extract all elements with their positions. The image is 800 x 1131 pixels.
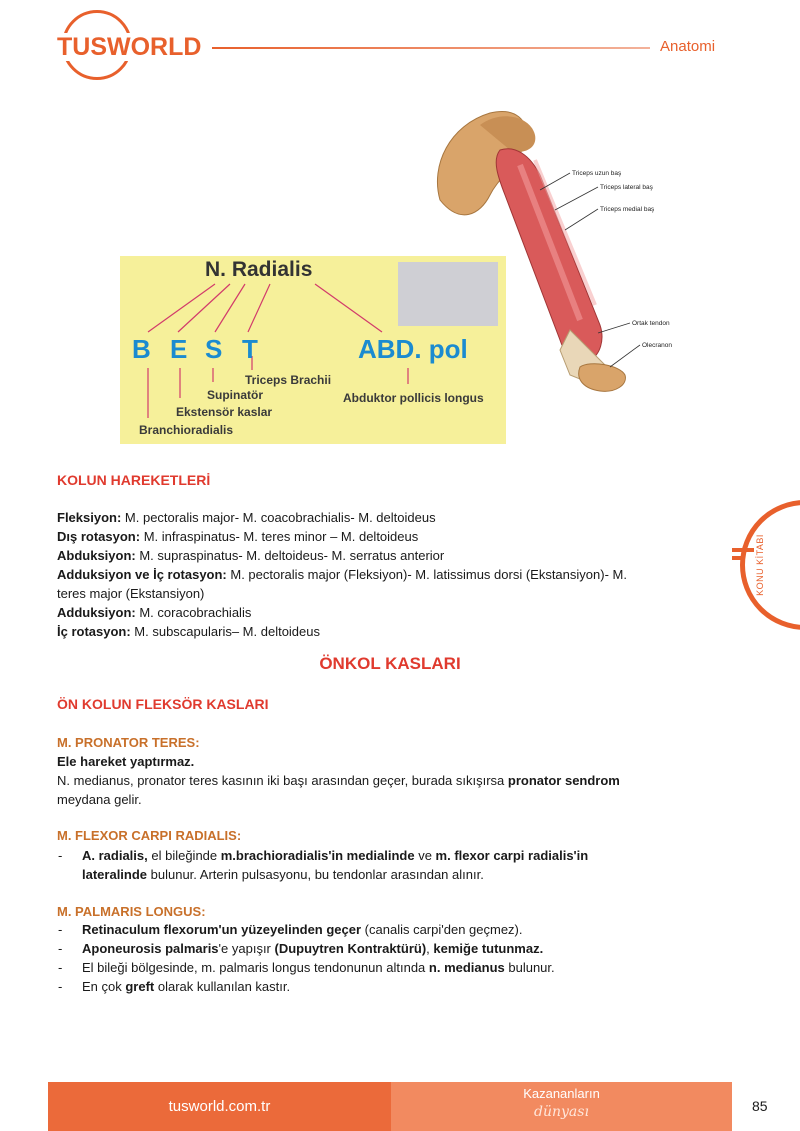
kolun-row: İç rotasyon: M. subscapularis– M. deltoideus — [57, 624, 320, 639]
mnemonic-item: Triceps Brachii — [245, 373, 332, 387]
arm-label: Ortak tendon — [632, 320, 670, 327]
kolun-row: Dış rotasyon: M. infraspinatus- M. teres minor – M. deltoideus — [57, 529, 419, 544]
palmaris-heading: M. PALMARIS LONGUS: — [57, 904, 206, 919]
palmaris-list: - Retinaculum flexorum'un yüzeyelinden geçer (canalis carpi'den geçmez). - Aponeurosis palmaris'e yapışır (Dupuytren Kontraktürü), kemiğe tutunmaz. - El bileği bölgesinde, m. palmaris longus tendonunun altında n. medianus bulunur. - En çok greft olarak kullanılan kastır. — [58, 922, 555, 994]
arm-label: Triceps medial baş — [600, 206, 655, 213]
fcr-text: - A. radialis, el bileğinde m.brachioradialis'in medialinde ve m. flexor carpi radialis'in lateralinde bulunur. Arterin pulsasyonu, bu tendonlar arasından alınır. — [58, 848, 589, 882]
mnemonic-item: Branchioradialis — [139, 423, 234, 437]
logo: TUSWORLD — [57, 33, 202, 61]
arm-label: Olecranon — [642, 342, 672, 349]
kolun-row: Fleksiyon: M. pectoralis major- M. coacobrachialis- M. deltoideus — [57, 510, 436, 525]
mnemonic-item: Abduktor pollicis longus — [343, 391, 484, 405]
mnemonic-abd: ABD. pol — [358, 334, 468, 364]
pronator-text: Ele hareket yaptırmaz. N. medianus, pronator teres kasının iki başı arasından geçer, burada sıkışırsa pronator sendrom meydana gelir. — [57, 754, 620, 807]
mnemonic-letter: B — [132, 334, 151, 364]
mnemonic-item: Supinatör — [207, 388, 263, 402]
header-divider — [212, 47, 650, 49]
mnemonic-letter: T — [242, 334, 258, 364]
arm-label: Triceps uzun baş — [572, 170, 622, 177]
kolun-heading: KOLUN HAREKETLERİ — [57, 472, 211, 488]
kolun-row: Abduksiyon: M. supraspinatus- M. deltoideus- M. serratus anterior — [57, 548, 445, 563]
fcr-heading: M. FLEXOR CARPI RADIALIS: — [57, 828, 242, 843]
pronator-heading: M. PRONATOR TERES: — [57, 735, 200, 750]
mnemonic-letter: E — [170, 334, 188, 364]
kolun-row: teres major (Ekstansiyon) — [57, 586, 205, 601]
kolun-row: Adduksiyon: M. coracobrachialis — [57, 605, 252, 620]
side-tab-label: KONU KİTABI — [755, 534, 765, 596]
footer-slogan-script: dünyası — [534, 1104, 589, 1120]
page-number: 85 — [752, 1098, 768, 1114]
kolun-row: Adduksiyon ve İç rotasyon: M. pectoralis major (Fleksiyon)- M. latissimus dorsi (Ekstansiyon)- M. — [57, 567, 627, 582]
arm-label: Triceps lateral baş — [600, 184, 653, 191]
section-title: Anatomi — [660, 38, 716, 55]
footer-slogan: Kazananların — [523, 1086, 600, 1101]
mnemonic-letter: S — [205, 334, 223, 364]
mnemonic-title: N. Radialis — [205, 258, 313, 281]
kolun-list — [57, 508, 737, 641]
mnemonic-item: Ekstensör kaslar — [176, 405, 273, 419]
onkol-title: ÖNKOL KASLARI — [319, 654, 461, 673]
on-kolun-heading: ÖN KOLUN FLEKSÖR KASLARI — [57, 696, 269, 712]
footer-url[interactable]: tusworld.com.tr — [168, 1098, 271, 1115]
side-tab-arc — [740, 500, 800, 630]
